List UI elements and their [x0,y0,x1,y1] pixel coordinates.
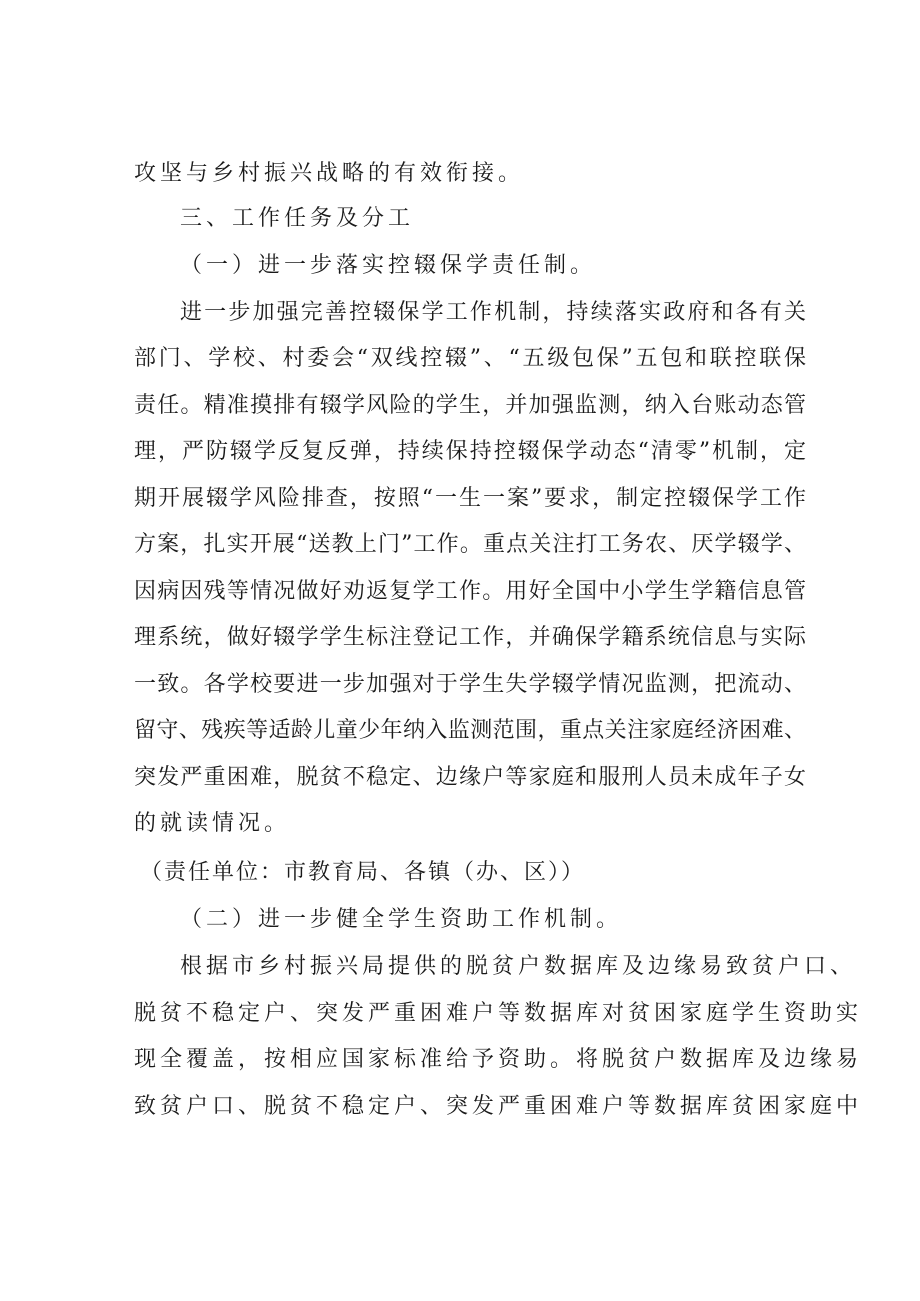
paragraph-line: 因病因残等情况做好劝返复学工作。用好全国中小学生学籍信息管 [134,579,806,604]
section-heading: 三、工作任务及分工 [180,206,415,231]
paragraph-line: 部门、学校、村委会“双线控辍”、“五级包保”五包和联控联保 [134,346,806,371]
paragraph-line: 一致。各学校要进一步加强对于学生失学辍学情况监测，把流动、 [134,672,806,697]
paragraph-line: 责任。精准摸排有辍学风险的学生，并加强监测，纳入台账动态管 [134,393,806,418]
responsible-units: （责任单位：市教育局、各镇（办、区）） [140,860,586,885]
paragraph-line: 现全覆盖，按相应国家标准给予资助。将脱贫户数据库及边缘易 [134,1047,863,1072]
paragraph-line: 攻坚与乡村振兴战略的有效衔接。 [134,161,525,186]
paragraph-line: 根据市乡村振兴局提供的脱贫户数据库及边缘易致贫户口、 [180,954,857,979]
paragraph-line: 方案，扎实开展“送教上门”工作。重点关注打工务农、厌学辍学、 [134,532,806,557]
paragraph-line: 突发严重困难，脱贫不稳定、边缘户等家庭和服刑人员未成年子女 [134,765,806,790]
subsection-heading: （二）进一步健全学生资助工作机制。 [180,907,623,932]
paragraph-line: 脱贫不稳定户、突发严重困难户等数据库对贫困家庭学生资助实 [134,1001,863,1026]
paragraph-line: 的就读情况。 [134,811,291,836]
paragraph-line: 理系统，做好辍学学生标注登记工作，并确保学籍系统信息与实际 [134,625,806,650]
subsection-heading: （一）进一步落实控辍保学责任制。 [180,253,597,278]
paragraph-line: 理，严防辍学反复反弹，持续保持控辍保学动态“清零”机制，定 [134,439,806,464]
paragraph-line: 致贫户口、脱贫不稳定户、突发严重困难户等数据库贫困家庭中 [134,1094,863,1119]
paragraph-line: 留守、残疾等适龄儿童少年纳入监测范围，重点关注家庭经济困难、 [134,718,806,743]
paragraph-line: 进一步加强完善控辍保学工作机制，持续落实政府和各有关 [180,300,806,325]
paragraph-line: 期开展辍学风险排查，按照“一生一案”要求，制定控辍保学工作 [134,486,806,511]
